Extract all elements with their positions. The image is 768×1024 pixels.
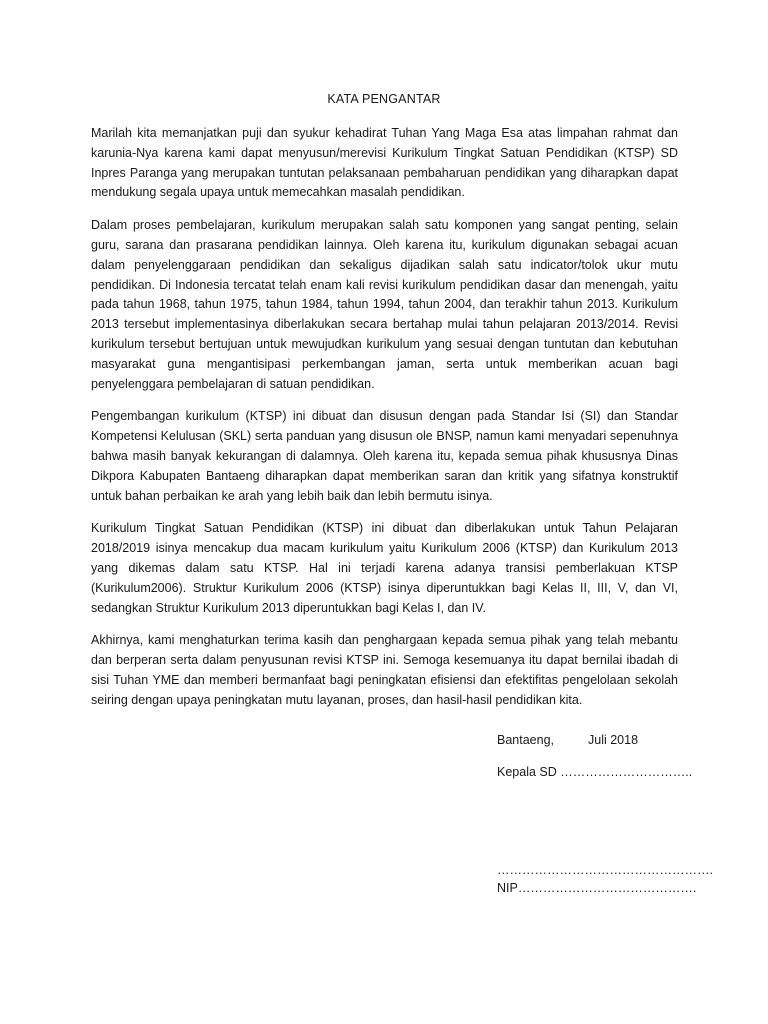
signature-place: Bantaeng, (497, 733, 554, 747)
paragraph-opening: Marilah kita memanjatkan puji dan syukur kehadirat Tuhan Yang Maga Esa atas limpahan rahmat dan karunia-Nya karena kami dapat menyusun/merevisi Kurikulum Tingkat Satuan Pendidikan (KTSP) SD Inpres Paranga yang merupakan tuntutan pelaksanaan pembaharuan pendidikan yang diharapkan dapat mendukung segala upaya untuk memecahkan masalah pendidikan. (91, 126, 678, 200)
paragraph-development: Pengembangan kurikulum (KTSP) ini dibuat dan disusun dengan pada Standar Isi (SI) dan Standar Kompetensi Kelulusan (SKL) serta panduan yang disusun ole BNSP, namun kami menyadari sepenuhnya bahwa masih banyak kekurangan di dalamnya. Oleh karena itu, kepada semua pihak khususnya Dinas Dikpora Kabupaten Bantaeng diharapkan dapat memberikan saran dan kritik yang sifatnya konstruktif untuk bahan perbaikan ke arah yang lebih baik dan lebih bermutu isinya. (91, 409, 678, 503)
signature-date: Juli 2018 (588, 733, 639, 747)
paragraph-curriculum-background: Dalam proses pembelajaran, kurikulum merupakan salah satu komponen yang sangat penting, selain guru, sarana dan prasarana pendidikan lainnya. Oleh karena itu, kurikulum digunakan sebagai acuan dalam penyelenggaraan pendidikan dan sekaligus dijadikan salah satu indicator/tolok ukur mutu pendidikan. Di Indonesia tercatat telah enam kali revisi kurikulum pendidikan dasar dan menengah, yaitu pada tahun 1968, tahun 1975, tahun 1984, tahun 1994, tahun 2004, dan terakhir tahun 2013. Kurikulum 2013 tersebut implementasinya diberlakukan secara bertahap mulai tahun pelajaran 2013/2014. Revisi kurikulum tersebut bertujuan untuk mewujudkan kurikulum yang sesuai dengan tuntutan dan kebutuhan masyarakat guna mengantisipasi perkembangan jaman, serta untuk memberikan acuan bagi penyelenggara pembelajaran di satuan pendidikan. (91, 218, 678, 391)
paragraph-ktsp-scope: Kurikulum Tingkat Satuan Pendidikan (KTSP) ini dibuat dan diberlakukan untuk Tahun Pelajaran 2018/2019 isinya mencakup dua macam kurikulum yaitu Kurikulum 2006 (KTSP) dan Kurikulum 2013 yang dikemas dalam satu KTSP. Hal ini terjadi karena adanya transisi pemberlakuan KTSP (Kurikulum2006). Struktur Kurikulum 2006 (KTSP) isinya diperuntukkan bagi Kelas II, III, V, dan VI, sedangkan Struktur Kurikulum 2013 diperuntukkan bagi Kelas I, dan IV. (91, 521, 678, 615)
signature-nip: NIP……………………………………. (497, 881, 697, 895)
signature-role: Kepala SD ………………………….. (497, 765, 693, 779)
signature-place-date (497, 733, 697, 747)
page-title: KATA PENGANTAR (327, 92, 441, 106)
signature-name-line: ……………………………………………. (497, 863, 713, 877)
document-body (91, 124, 678, 724)
paragraph-closing: Akhirnya, kami menghaturkan terima kasih dan penghargaan kepada semua pihak yang telah mebantu dan berperan serta dalam penyusunan revisi KTSP ini. Semoga kesemuanya itu dapat bernilai ibadah di sisi Tuhan YME dan memberi bermanfaat bagi peningkatan efisiensi dan efektifitas pengelolaan sekolah seiring dengan upaya peningkatan mutu layanan, proses, dan hasil-hasil pendidikan kita. (91, 633, 678, 707)
